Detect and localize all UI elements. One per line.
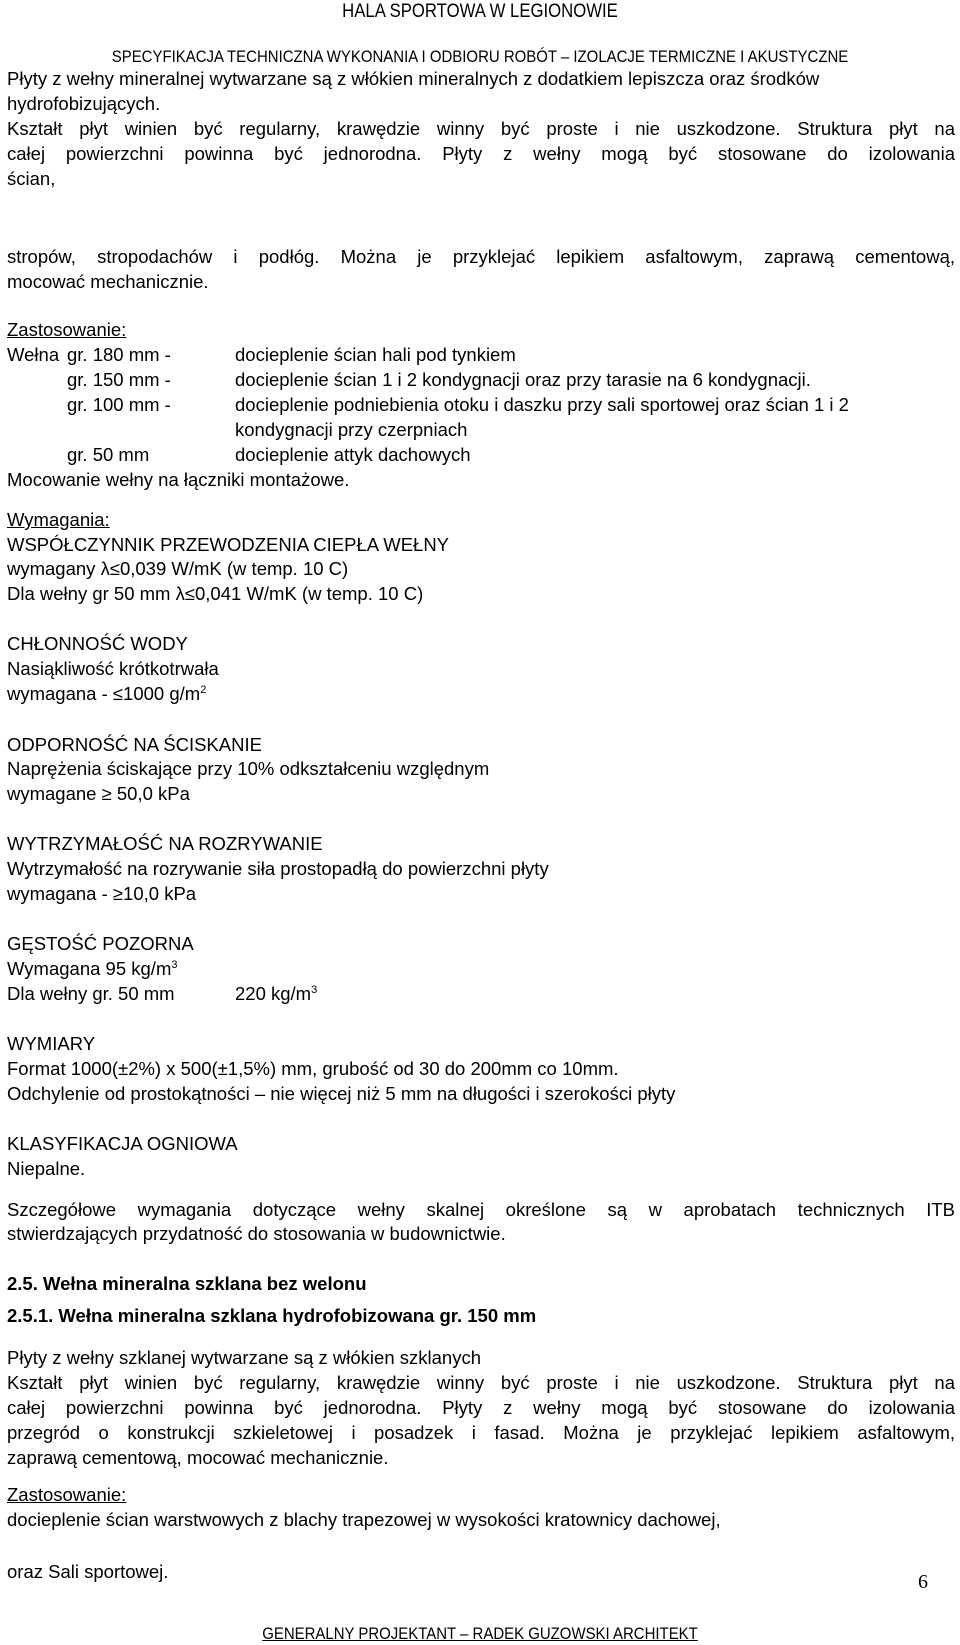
usage-description-3-cont: kondygnacji przy czerpniach	[235, 419, 468, 440]
section-2-5-1-heading: 2.5.1. Wełna mineralna szklana hydrofobizowana gr. 150 mm	[7, 1305, 537, 1326]
usage-thickness-1: gr. 180 mm -	[67, 344, 171, 365]
usage-description-4: docieplenie attyk dachowych	[235, 444, 471, 465]
usage-thickness-3: gr. 100 mm -	[67, 394, 171, 415]
density-line-2-label: Dla wełny gr. 50 mm	[7, 983, 175, 1004]
usage-description-1: docieplenie ścian hali pod tynkiem	[235, 344, 516, 365]
water-line-2: wymagana - ≤1000 $g/m^2$	[7, 683, 207, 704]
density-title: GĘSTOŚĆ POZORNA	[7, 933, 194, 954]
tensile-line-1: Wytrzymałość na rozrywanie siła prostopadłą do powierzchni płyty	[7, 858, 549, 879]
compression-line-1: Naprężenia ściskające przy 10% odkształceniu względnym	[7, 758, 490, 779]
usage-description-2: docieplenie ścian 1 i 2 kondygnacji oraz przy tarasie na 6 kondygnacji.	[235, 369, 811, 390]
dimensions-line-1: Format 1000(±2%) x 500(±1,5%) mm, grubość od 30 do 200mm co 10mm.	[7, 1058, 619, 1079]
section-usage-heading: Zastosowanie:	[7, 1484, 127, 1505]
dimensions-title: WYMIARY	[7, 1033, 96, 1054]
section-usage-line-1: docieplenie ścian warstwowych z blachy trapezowej w wysokości kratownicy dachowej,	[7, 1509, 721, 1530]
usage-thickness-4: gr. 50 mm	[67, 444, 150, 465]
dimensions-line-2: Odchylenie od prostokątności – nie więcej niż 5 mm na długości i szerokości płyty	[7, 1083, 676, 1104]
section-line-2: Kształt płyt winien być regularny, krawędzie winny być proste i nie uszkodzone. Struktura płyt na	[7, 1372, 955, 1393]
details-line-2: stwierdzających przydatność do stosowania w budownictwie.	[7, 1223, 506, 1244]
density-line-2-value: 220 $kg/m^3$	[235, 983, 318, 1004]
section-line-3: całej powierzchni powinna być jednorodna. Płyty z wełny mogą być stosowane do izolowania	[7, 1397, 955, 1418]
intro-line-6: stropów, stropodachów i podłóg. Można je przyklejać lepikiem asfaltowym, zaprawą cementową,	[7, 246, 955, 267]
usage-prefix: Wełna	[7, 344, 60, 365]
conductivity-title: WSPÓŁCZYNNIK PRZEWODZENIA CIEPŁA WEŁNY	[7, 534, 450, 555]
page-number: 6	[918, 1571, 928, 1593]
compression-title: ODPORNOŚĆ NA ŚCISKANIE	[7, 734, 262, 755]
water-title: CHŁONNOŚĆ WODY	[7, 633, 188, 654]
fire-title: KLASYFIKACJA OGNIOWA	[7, 1133, 238, 1154]
usage-heading: Zastosowanie:	[7, 319, 127, 340]
intro-line-5: ścian,	[7, 168, 56, 189]
water-line-1: Nasiąkliwość krótkotrwała	[7, 658, 219, 679]
page-footer: GENERALNY PROJEKTANT – RADEK GUZOWSKI ARCHITEKT	[262, 1624, 698, 1643]
tensile-line-2: wymagana - ≥10,0 kPa	[7, 883, 197, 904]
intro-line-2: hydrofobizujących.	[7, 93, 161, 114]
conductivity-line-1: wymagany λ≤0,039 W/mK (w temp. 10 C)	[7, 558, 349, 579]
density-line-1: Wymagana 95 $kg/m^3$	[7, 958, 178, 979]
tensile-title: WYTRZYMAŁOŚĆ NA ROZRYWANIE	[7, 833, 323, 854]
intro-line-1: Płyty z wełny mineralnej wytwarzane są z włókien mineralnych z dodatkiem lepiszcza oraz środków	[7, 68, 820, 89]
usage-thickness-2: gr. 150 mm -	[67, 369, 171, 390]
section-line-5: zaprawą cementową, mocować mechanicznie.	[7, 1447, 389, 1468]
section-2-5-heading: 2.5. Wełna mineralna szklana bez welonu	[7, 1273, 367, 1294]
page-header-subtitle: SPECYFIKACJA TECHNICZNA WYKONANIA I ODBIORU ROBÓT – IZOLACJE TERMICZNE I AKUSTYCZNE	[111, 47, 849, 66]
conductivity-line-2: Dla wełny gr 50 mm λ≤0,041 W/mK (w temp. 10 C)	[7, 583, 424, 604]
section-line-1: Płyty z wełny szklanej wytwarzane są z włókien szklanych	[7, 1347, 481, 1368]
intro-line-3: Kształt płyt winien być regularny, krawędzie winny być proste i nie uszkodzone. Struktura płyt na	[7, 118, 955, 139]
usage-description-3: docieplenie podniebienia otoku i daszku przy sali sportowej oraz ścian 1 i 2	[235, 394, 849, 415]
intro-line-7: mocować mechanicznie.	[7, 271, 209, 292]
section-usage-line-2: oraz Sali sportowej.	[7, 1561, 169, 1582]
intro-line-4: całej powierzchni powinna być jednorodna. Płyty z wełny mogą być stosowane do izolowania	[7, 143, 955, 164]
compression-line-2: wymagane ≥ 50,0 kPa	[7, 783, 190, 804]
section-line-4: przegród o konstrukcji szkieletowej i posadzek i fasad. Można je przyklejać lepikiem asfaltowym,	[7, 1422, 955, 1443]
requirements-heading: Wymagania:	[7, 509, 110, 530]
fire-line-1: Niepalne.	[7, 1158, 86, 1179]
page-header-title: HALA SPORTOWA W LEGIONOWIE	[342, 1, 618, 22]
usage-mounting: Mocowanie wełny na łączniki montażowe.	[7, 469, 350, 490]
details-line-1: Szczegółowe wymagania dotyczące wełny skalnej określone są w aprobatach technicznych ITB	[7, 1199, 955, 1220]
